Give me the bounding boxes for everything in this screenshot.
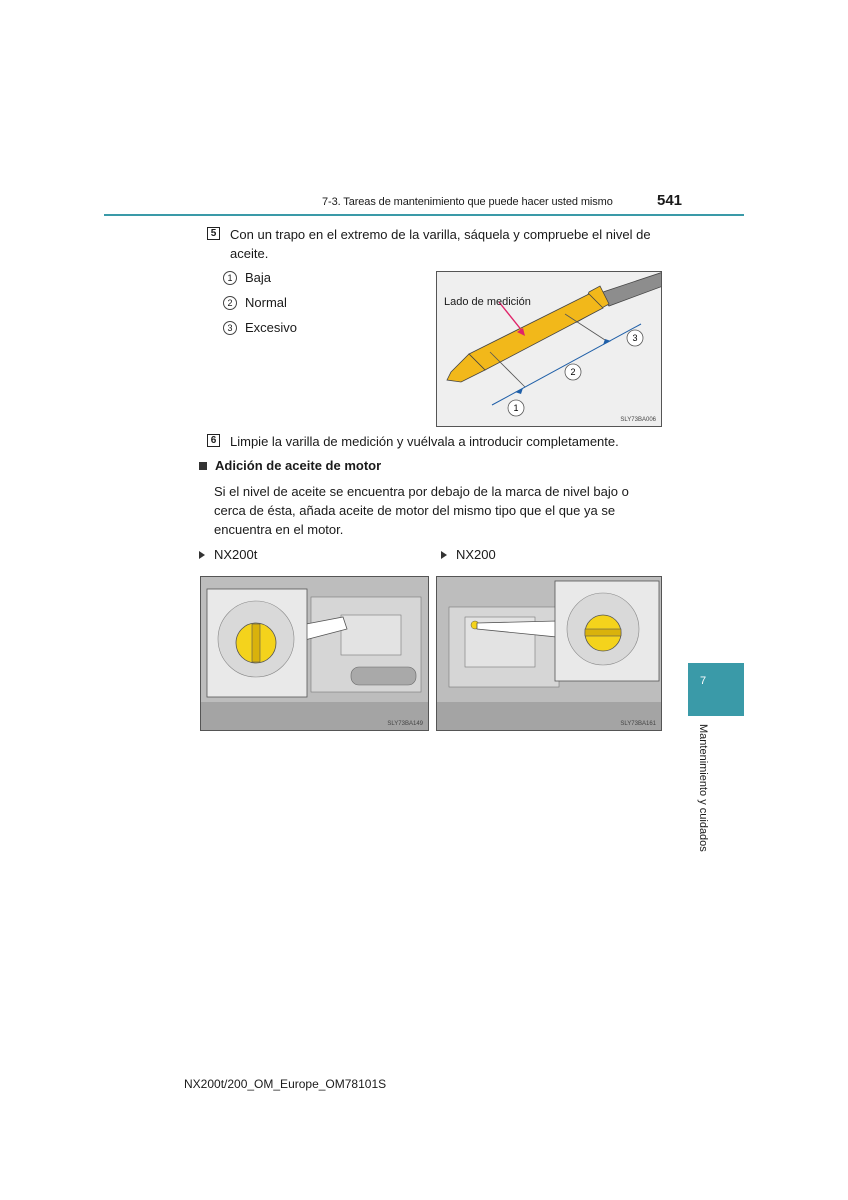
legend-label: Baja: [245, 270, 272, 285]
measure-side-label: Lado de medición: [444, 296, 531, 308]
variant-label: NX200: [456, 547, 496, 562]
dipstick-figure: [436, 271, 662, 427]
legend-number: 2: [223, 296, 237, 310]
legend-number: 1: [223, 271, 237, 285]
triangle-bullet-icon: [441, 551, 447, 559]
section-heading: [199, 458, 381, 473]
step-6-number: 6: [207, 434, 220, 447]
legend-item-normal: [223, 295, 287, 310]
legend-label: Excesivo: [245, 320, 298, 335]
arrow-head: [515, 388, 523, 394]
chapter-tab: 7: [688, 663, 744, 716]
legend-label: Normal: [245, 295, 287, 310]
engine-illustration: [437, 577, 662, 731]
engine-figure-nx200t: [200, 576, 429, 731]
legend-number: 3: [223, 321, 237, 335]
section-heading-text: Adición de aceite de motor: [215, 458, 382, 473]
document-footer: NX200t/200_OM_Europe_OM78101S: [184, 1077, 387, 1091]
oil-cap-grip: [252, 624, 260, 662]
legend-item-excessive: [223, 320, 297, 335]
engine-illustration: [201, 577, 429, 731]
step-5-number: 5: [207, 227, 220, 240]
page-number: 541: [657, 192, 683, 209]
engine-figure-nx200: [436, 576, 662, 731]
chapter-title: Mantenimiento y cuidados: [697, 724, 709, 852]
intake-pipe: [351, 667, 416, 685]
figure-code: SLY73BA161: [620, 721, 656, 727]
variant-nx200t: [199, 547, 257, 562]
variant-label: NX200t: [214, 547, 258, 562]
step-5-text: Con un trapo en el extremo de la varilla, sáquela y compruebe el nivel de aceite.: [230, 227, 651, 261]
heading-bullet-icon: [199, 462, 207, 470]
section-title: 7-3. Tareas de mantenimiento que puede hacer usted mismo: [322, 196, 613, 208]
triangle-bullet-icon: [199, 551, 205, 559]
marker-1: 1: [513, 403, 519, 413]
step-6-text: Limpie la varilla de medición y vuélvala a introducir completamente.: [230, 434, 619, 449]
legend-item-low: [223, 270, 271, 285]
dipstick-illustration: [437, 272, 662, 427]
figure-code: SLY73BA006: [620, 417, 656, 423]
figure-code: SLY73BA149: [387, 721, 423, 727]
variant-nx200: [441, 547, 496, 562]
marker-2: 2: [570, 367, 576, 377]
marker-3: 3: [632, 333, 638, 343]
engine-cover: [341, 615, 401, 655]
section-paragraph: Si el nivel de aceite se encuentra por debajo de la marca de nivel bajo o cerca de ésta, añada aceite de motor del mismo tipo que el que ya se encuentra en el motor.: [214, 484, 629, 537]
oil-cap-grip: [585, 629, 621, 636]
header-rule: [104, 214, 744, 216]
